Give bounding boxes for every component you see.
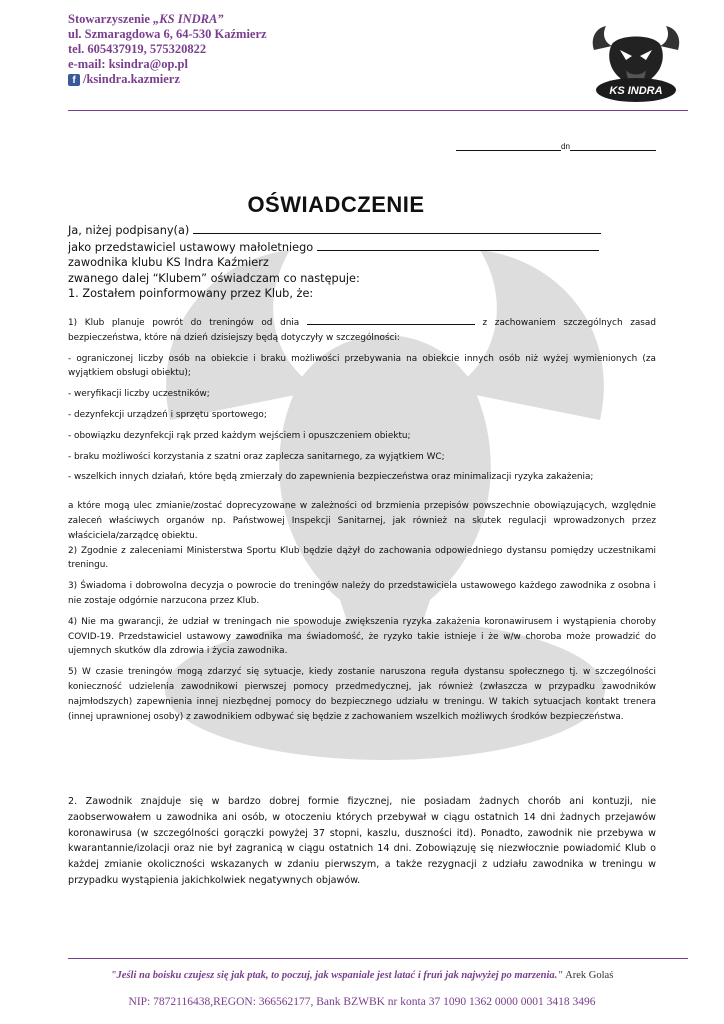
paragraph-2: 2) Zgodnie z zaleceniami Ministerstwa Sportu Klub będzie dążył do zachowania odpowiedniego dystansu pomiędzy uczestnikami treningu. [68, 545, 656, 571]
signee-name-blank[interactable] [193, 222, 601, 234]
letterhead [68, 12, 267, 87]
bullet-item: - obowiązku dezynfekcji rąk przed każdym wejściem i opuszczeniem obiektu; [68, 430, 411, 441]
date-label: dn [561, 142, 570, 151]
intro-block [68, 222, 601, 302]
date-line [456, 142, 656, 151]
intro-line-club: zawodnika klubu KS Indra Kaźmierz [68, 256, 269, 270]
facebook-icon: f [68, 74, 80, 86]
org-name-italic: „KS INDRA” [153, 12, 224, 26]
bullet-item: - ograniczonej liczby osób na obiekcie i braku możliwości przebywania na obiekcie innych osób niż wyżej wymienionych (za wyjątkiem obsługi obiektu); [68, 353, 656, 379]
org-name: Stowarzyszenie „KS INDRA” [68, 12, 224, 26]
bullet-item: - braku możliwości korzystania z szatni oraz zaplecza sanitarnego, za wyjątkiem WC; [68, 451, 445, 462]
footer-divider [68, 958, 688, 959]
footer-bank-info: NIP: 7872116438,REGON: 366562177, Bank BZWBK nr konta 37 1090 1362 0000 0001 3418 3496 [128, 996, 596, 1008]
org-email: e-mail: ksindra@op.pl [68, 57, 188, 71]
paragraph-after-bullets: a które mogą ulec zmianie/zostać doprecyzowane w zależności od brzmienia przepisów powszechnie obowiązujących, względnie zaleceń właściwych organów np. Państwowej Inspekcji Sanitarnej, jak również na skutek regulacji wprowadzonych przez właściciela/zarządcę obiektu. [68, 501, 656, 541]
intro-line-signee: Ja, niżej podpisany(a) [68, 222, 601, 239]
bullet-item: - dezynfekcji urządzeń i sprzętu sportowego; [68, 409, 267, 420]
club-logo-icon [586, 20, 686, 106]
bullet-item: - wszelkich innych działań, które będą zmierzały do zapewnienia bezpieczeństwa oraz minimalizacji ryzyka zakażenia; [68, 472, 594, 483]
motto-quote [0, 970, 724, 981]
org-phone: tel. 605437919, 575320822 [68, 42, 207, 56]
section-2: 2. Zawodnik znajduje się w bardzo dobrej formie fizycznej, nie posiadam żadnych chorób ani kontuzji, nie zaobserwowałem u zawodnika ani osób, w otoczeniu których przebywał w ciągu ostatnich 14 dni żadnych przejawów koronawirusa (w szczególności gorączki powyżej 37 stopni, kaszlu, duszności itd). Ponadto, zawodnik nie przebywa w kwarantannie/izolacji oraz nie był zagranicą w ciągu ostatnich 14 dni. Zobowiązuję się niezwłocznie powiadomić Klub o każdej zmianie okoliczności wskazanych w zdaniu pierwszym, a także rezygnacji z udziału zawodnika w treningu w przypadku wystąpienia jakichkolwiek negatywnych objawów. [68, 796, 656, 886]
paragraph-4: 4) Nie ma gwarancji, że udział w treningach nie spowoduje zwiększenia ryzyka zakażenia koronawirusem i wystąpienia choroby COVID-19. Przedstawiciel ustawowy zawodnika ma świadomość, że ryzyko takie istnieje i że w/w choroba może prowadzić do ujemnych skutków dla zdrowia i życia zawodnika. [68, 616, 656, 657]
minor-name-blank[interactable] [317, 239, 599, 251]
place-blank[interactable] [456, 150, 561, 151]
logo-text: KS INDRA [609, 85, 663, 97]
facebook-row [68, 72, 267, 87]
start-date-blank[interactable] [307, 315, 475, 325]
quote-text: "Jeśli na boisku czujesz się jak ptak, to poczuj, jak wspaniale jest latać i fruń jak najwyżej po marzenia." [110, 970, 564, 981]
paragraph-5: 5) W czasie treningów mogą zdarzyć się sytuacje, kiedy zostanie naruszona reguła dystansu społecznego tj. w szczególności konieczność udzielenia zawodnikowi pierwszej pomocy przedmedycznej, jak również (zwłaszcza w przypadku zawodników najmłodszych) zapewnienia innej niezbędnej pomocy do bezpiecznego udziału w treningu. W takich sytuacjach kontakt trenera (innej uprawnionej osoby) z zawodnikiem odbywać się będzie z zachowaniem wszelkich możliwych środków bezpieczeństwa. [68, 667, 656, 722]
header-divider [68, 110, 688, 111]
paragraph-1: 1) Klub planuje powrót do treningów od dnia z zachowaniem szczególnych zasad bezpieczeństwa, które na dzień dzisiejszy będą dotyczyły w szczególności: [68, 315, 656, 346]
org-address: ul. Szmaragdowa 6, 64-530 Kaźmierz [68, 27, 267, 41]
section-1 [68, 315, 656, 730]
quote-author: Arek Golaś [565, 970, 614, 981]
date-blank[interactable] [570, 150, 656, 151]
intro-line-declaration: zwanego dalej “Klubem” oświadczam co następuje: [68, 271, 360, 285]
facebook-handle: /ksindra.kazmierz [83, 72, 180, 86]
bullet-item: - weryfikacji liczby uczestników; [68, 389, 210, 400]
paragraph-3: 3) Świadoma i dobrowolna decyzja o powrocie do treningów należy do przedstawiciela ustawowego każdego zawodnika z osobna i nie zostaje odgórnie narzucona przez Klub. [68, 581, 656, 606]
intro-line-representative: jako przedstawiciel ustawowy małoletniego [68, 239, 601, 256]
page-title: OŚWIADCZENIE [247, 192, 425, 217]
intro-line-point1: 1. Zostałem poinformowany przez Klub, że: [68, 287, 314, 301]
